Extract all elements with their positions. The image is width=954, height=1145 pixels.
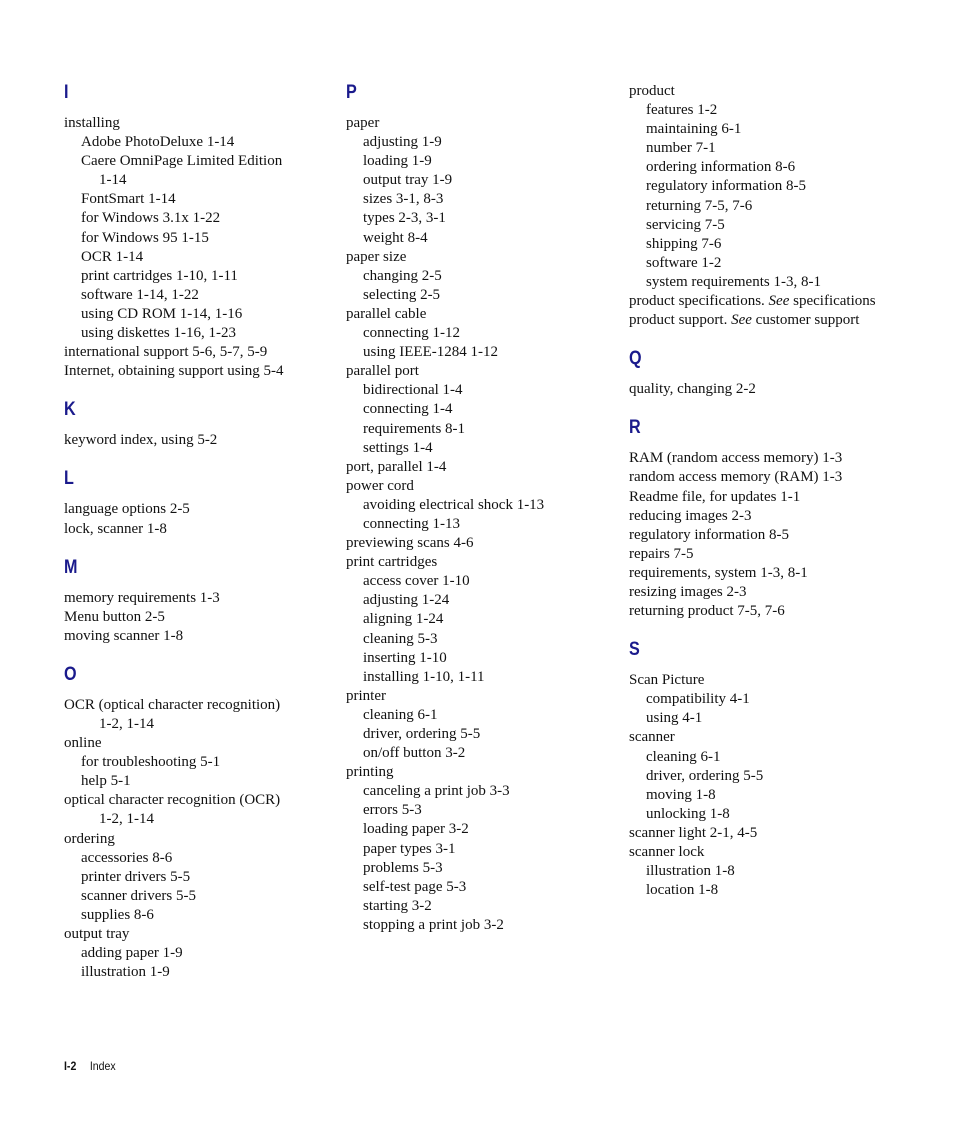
index-subentry: types 2-3, 3-1 bbox=[363, 210, 446, 227]
index-subentry: settings 1-4 bbox=[363, 439, 433, 456]
index-subentry: cleaning 5-3 bbox=[363, 630, 438, 647]
index-subentry: OCR 1-14 bbox=[81, 248, 144, 265]
index-entry: parallel cable bbox=[346, 305, 427, 322]
index-entry: memory requirements 1-3 bbox=[64, 589, 220, 606]
index-subentry: inserting 1-10 bbox=[363, 649, 447, 666]
index-subentry: maintaining 6-1 bbox=[646, 121, 742, 138]
index-subentry: Caere OmniPage Limited Edition bbox=[81, 153, 283, 170]
index-entry: paper size bbox=[346, 248, 407, 265]
index-subentry: connecting 1-4 bbox=[363, 401, 453, 418]
index-subentry: 1-2, 1-14 bbox=[99, 811, 154, 828]
index-subentry: illustration 1-9 bbox=[81, 964, 170, 981]
index-subentry: connecting 1-13 bbox=[363, 515, 461, 532]
index-subentry: software 1-2 bbox=[646, 254, 722, 271]
index-subentry: supplies 8-6 bbox=[81, 906, 154, 923]
index-entry: product specifications. See specifications bbox=[629, 293, 876, 310]
index-entry: Scan Picture bbox=[629, 672, 705, 689]
section-letter-heading: O bbox=[64, 663, 77, 685]
index-subentry: on/off button 3-2 bbox=[363, 745, 466, 762]
index-subentry: aligning 1-24 bbox=[363, 611, 444, 628]
index-subentry: for Windows 95 1-15 bbox=[81, 229, 209, 246]
index-subentry: scanner drivers 5-5 bbox=[81, 887, 196, 904]
index-entry: printer bbox=[346, 687, 386, 704]
index-subentry: Adobe PhotoDeluxe 1-14 bbox=[81, 134, 235, 151]
index-subentry: installing 1-10, 1-11 bbox=[363, 668, 485, 685]
section-letter-heading: L bbox=[64, 468, 74, 490]
index-subentry: paper types 3-1 bbox=[363, 840, 456, 857]
section-letter-heading: Q bbox=[629, 348, 642, 370]
index-entry: ordering bbox=[64, 830, 115, 847]
section-letter-heading: S bbox=[629, 639, 640, 661]
index-column-1 bbox=[64, 82, 334, 1000]
index-subentry: help 5-1 bbox=[81, 773, 131, 790]
index-subentry: canceling a print job 3-3 bbox=[363, 783, 510, 800]
index-entry: product bbox=[629, 83, 675, 99]
index-entry: scanner bbox=[629, 729, 675, 746]
index-entry: returning product 7-5, 7-6 bbox=[629, 603, 785, 620]
index-entry: printing bbox=[346, 764, 394, 781]
index-subentry: cleaning 6-1 bbox=[363, 706, 438, 723]
index-subentry: for troubleshooting 5-1 bbox=[81, 754, 221, 771]
index-subentry: cleaning 6-1 bbox=[646, 748, 721, 765]
index-section bbox=[346, 82, 616, 935]
index-section bbox=[629, 639, 929, 900]
index-subentry: ordering information 8-6 bbox=[646, 159, 796, 176]
index-subentry: compatibility 4-1 bbox=[646, 691, 750, 708]
index-entry: OCR (optical character recognition) bbox=[64, 696, 281, 713]
index-subentry: adjusting 1-9 bbox=[363, 134, 442, 151]
index-subentry: software 1-14, 1-22 bbox=[81, 286, 199, 303]
index-entry: lock, scanner 1-8 bbox=[64, 520, 167, 537]
index-column-2 bbox=[346, 82, 616, 953]
index-entry: Menu button 2-5 bbox=[64, 608, 165, 625]
index-section bbox=[64, 468, 334, 538]
index-subentry: adjusting 1-24 bbox=[363, 592, 450, 609]
index-entry: optical character recognition (OCR) bbox=[64, 792, 281, 809]
page-number: I-2 bbox=[64, 1059, 77, 1073]
index-entry: installing bbox=[64, 115, 120, 131]
index-entry: international support 5-6, 5-7, 5-9 bbox=[64, 344, 268, 361]
index-subentry: system requirements 1-3, 8-1 bbox=[646, 273, 821, 290]
index-subentry: accessories 8-6 bbox=[81, 849, 173, 866]
index-column-3 bbox=[629, 82, 929, 918]
index-subentry: avoiding electrical shock 1-13 bbox=[363, 496, 545, 513]
index-subentry: printer drivers 5-5 bbox=[81, 868, 191, 885]
index-subentry: 1-2, 1-14 bbox=[99, 715, 154, 732]
index-subentry: using IEEE-1284 1-12 bbox=[363, 344, 498, 361]
index-section bbox=[629, 82, 929, 330]
index-subentry: driver, ordering 5-5 bbox=[646, 767, 764, 784]
index-entry: paper bbox=[346, 115, 380, 131]
index-section bbox=[629, 348, 929, 399]
index-section bbox=[64, 399, 334, 450]
section-letter-heading: P bbox=[346, 82, 357, 103]
index-entry: keyword index, using 5-2 bbox=[64, 432, 218, 449]
index-entry: language options 2-5 bbox=[64, 501, 190, 518]
index-section bbox=[629, 417, 929, 621]
index-subentry: selecting 2-5 bbox=[363, 286, 441, 303]
index-subentry: bidirectional 1-4 bbox=[363, 382, 463, 399]
index-subentry: loading paper 3-2 bbox=[363, 821, 469, 838]
index-subentry: errors 5-3 bbox=[363, 802, 422, 819]
index-subentry: regulatory information 8-5 bbox=[646, 178, 806, 195]
index-entry: previewing scans 4-6 bbox=[346, 535, 474, 552]
section-letter-heading: K bbox=[64, 399, 76, 421]
section-letter-heading: R bbox=[629, 417, 641, 439]
index-subentry: weight 8-4 bbox=[363, 229, 428, 246]
index-entry: scanner light 2-1, 4-5 bbox=[629, 824, 758, 841]
index-subentry: self-test page 5-3 bbox=[363, 878, 467, 895]
index-subentry: location 1-8 bbox=[646, 882, 719, 899]
index-entry: Readme file, for updates 1-1 bbox=[629, 488, 801, 505]
index-subentry: driver, ordering 5-5 bbox=[363, 726, 481, 742]
index-subentry: problems 5-3 bbox=[363, 859, 443, 876]
index-entry: port, parallel 1-4 bbox=[346, 458, 447, 475]
index-subentry: using 4-1 bbox=[646, 710, 703, 727]
index-section bbox=[64, 82, 334, 381]
index-subentry: moving 1-8 bbox=[646, 786, 716, 803]
index-subentry: 1-14 bbox=[99, 172, 127, 189]
index-subentry: sizes 3-1, 8-3 bbox=[363, 191, 444, 208]
section-letter-heading: M bbox=[64, 556, 78, 578]
index-section bbox=[64, 664, 334, 982]
page-footer bbox=[64, 1059, 116, 1073]
index-subentry: illustration 1-8 bbox=[646, 863, 735, 880]
index-entry: print cartridges bbox=[346, 554, 438, 571]
index-entry: power cord bbox=[346, 477, 414, 494]
index-entry: parallel port bbox=[346, 363, 419, 380]
index-entry: regulatory information 8-5 bbox=[629, 526, 789, 543]
index-subentry: changing 2-5 bbox=[363, 267, 442, 284]
index-subentry: number 7-1 bbox=[646, 140, 716, 157]
index-entry: online bbox=[64, 735, 102, 752]
index-entry: random access memory (RAM) 1-3 bbox=[629, 469, 843, 486]
index-subentry: features 1-2 bbox=[646, 102, 718, 119]
index-entry: resizing images 2-3 bbox=[629, 583, 747, 600]
index-subentry: access cover 1-10 bbox=[363, 573, 470, 590]
index-subentry: shipping 7-6 bbox=[646, 235, 722, 252]
index-subentry: using diskettes 1-16, 1-23 bbox=[81, 325, 236, 342]
index-subentry: adding paper 1-9 bbox=[81, 945, 183, 962]
index-subentry: returning 7-5, 7-6 bbox=[646, 197, 753, 214]
index-subentry: unlocking 1-8 bbox=[646, 805, 730, 822]
index-entry: RAM (random access memory) 1-3 bbox=[629, 450, 843, 467]
index-subentry: output tray 1-9 bbox=[363, 172, 453, 189]
index-entry: repairs 7-5 bbox=[629, 545, 694, 562]
index-entry: reducing images 2-3 bbox=[629, 507, 752, 524]
index-subentry: using CD ROM 1-14, 1-16 bbox=[81, 305, 243, 322]
section-letter-heading: I bbox=[64, 82, 69, 103]
index-subentry: stopping a print job 3-2 bbox=[363, 916, 504, 933]
index-subentry: print cartridges 1-10, 1-11 bbox=[81, 267, 238, 284]
index-entry: output tray bbox=[64, 926, 130, 942]
index-subentry: servicing 7-5 bbox=[646, 216, 725, 233]
index-entry: requirements, system 1-3, 8-1 bbox=[629, 564, 808, 581]
index-subentry: FontSmart 1-14 bbox=[81, 191, 176, 208]
index-subentry: for Windows 3.1x 1-22 bbox=[81, 210, 221, 227]
index-subentry: connecting 1-12 bbox=[363, 325, 461, 342]
footer-label: Index bbox=[89, 1059, 116, 1073]
index-subentry: loading 1-9 bbox=[363, 153, 432, 170]
index-entry: quality, changing 2-2 bbox=[629, 381, 756, 398]
index-entry: product support. See customer support bbox=[629, 312, 860, 329]
index-section bbox=[64, 557, 334, 646]
index-entry: scanner lock bbox=[629, 844, 705, 860]
index-entry: Internet, obtaining support using 5-4 bbox=[64, 363, 284, 380]
index-entry: moving scanner 1-8 bbox=[64, 627, 184, 644]
index-subentry: requirements 8-1 bbox=[363, 420, 466, 437]
index-subentry: starting 3-2 bbox=[363, 897, 432, 914]
